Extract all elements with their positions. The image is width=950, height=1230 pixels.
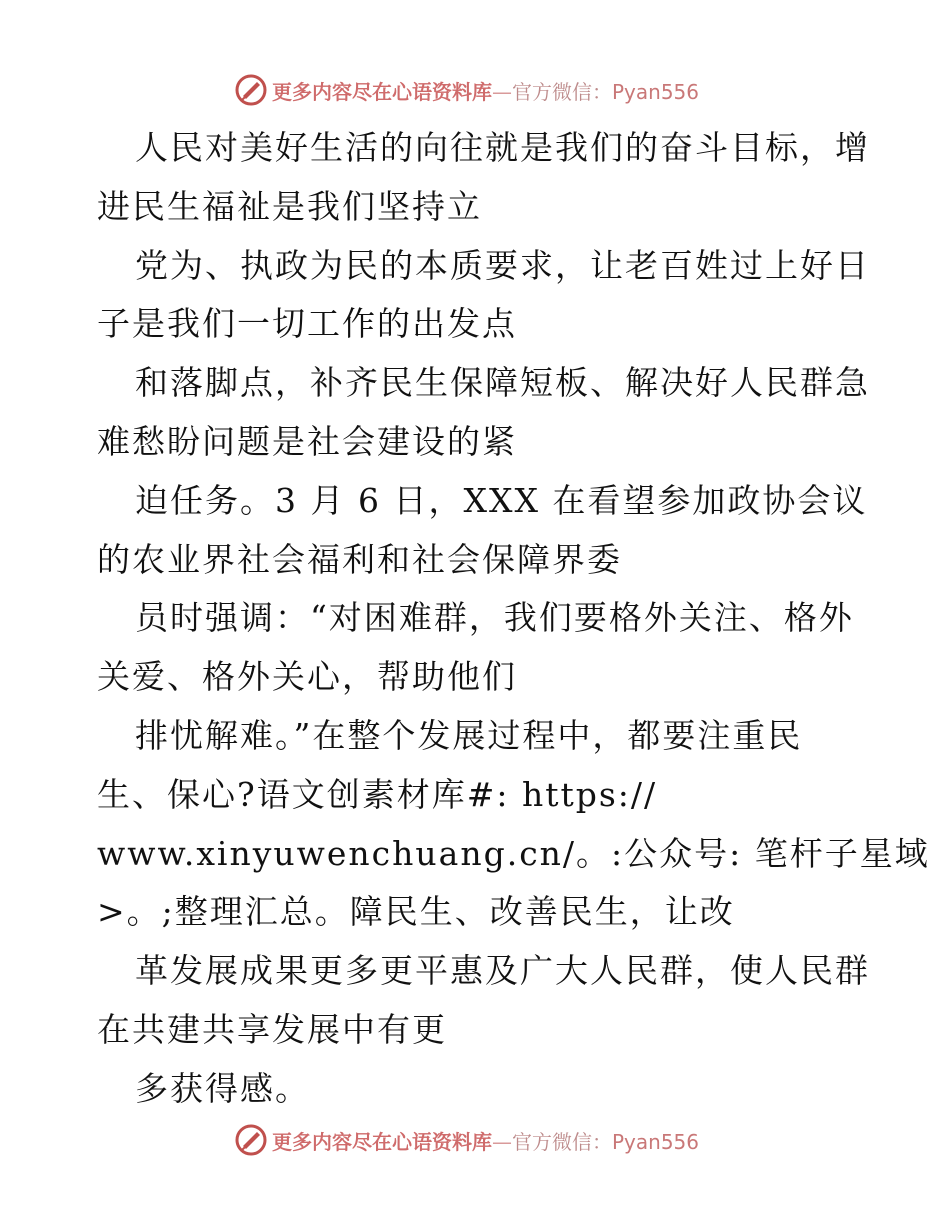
banner-wechat-id: Pyan556 xyxy=(612,1129,700,1154)
banner-text xyxy=(272,1126,699,1155)
body-line: 革发展成果更多更平惠及广大人民群，使人民群 xyxy=(135,951,870,991)
body-line: >。;整理汇总。障民生、改善民生，让改 xyxy=(97,892,735,932)
body-line: 和落脚点，补齐民生保障短板、解决好人民群急 xyxy=(135,363,870,403)
body-line: 关爱、格外关心，帮助他们 xyxy=(97,657,517,697)
body-line: www.xinyuwenchuang.cn/。:公众号: 笔杆子星域 xyxy=(97,833,930,873)
body-line: 难愁盼问题是社会建设的紧 xyxy=(97,421,517,461)
body-line: 党为、执政为民的本质要求，让老百姓过上好日 xyxy=(135,245,870,285)
body-line: 人民对美好生活的向往就是我们的奋斗目标，增 xyxy=(135,128,870,167)
body-line: 进民生福祉是我们坚持立 xyxy=(97,186,482,226)
banner-wechat-label: 官方微信： xyxy=(512,79,612,104)
banner-separator: — xyxy=(492,79,512,104)
body-line: 子是我们一切工作的出发点 xyxy=(97,304,517,344)
body-line: 迫任务。3 月 6 日，XXX 在看望参加政协会议 xyxy=(135,480,868,520)
document-body xyxy=(97,123,930,1123)
body-line: 排忧解难。”在整个发展过程中，都要注重民 xyxy=(135,715,803,755)
header-banner xyxy=(234,72,699,108)
banner-site-name: 更多内容尽在心语资料库 xyxy=(272,79,492,104)
body-line: 多获得感。 xyxy=(135,1068,310,1108)
banner-separator: — xyxy=(492,1129,512,1154)
quill-logo-icon xyxy=(234,1123,268,1157)
banner-wechat-id: Pyan556 xyxy=(612,79,700,104)
body-line: 员时强调：“对困难群，我们要格外关注、格外 xyxy=(135,598,854,638)
body-line: 在共建共享发展中有更 xyxy=(97,1009,447,1049)
footer-banner xyxy=(234,1122,699,1158)
banner-text xyxy=(272,76,699,105)
body-line: 的农业界社会福利和社会保障界委 xyxy=(97,539,622,579)
banner-site-name: 更多内容尽在心语资料库 xyxy=(272,1129,492,1154)
body-line: 生、保心?语文创素材库#: https:// xyxy=(97,774,658,814)
quill-logo-icon xyxy=(234,73,268,107)
banner-wechat-label: 官方微信： xyxy=(512,1129,612,1154)
